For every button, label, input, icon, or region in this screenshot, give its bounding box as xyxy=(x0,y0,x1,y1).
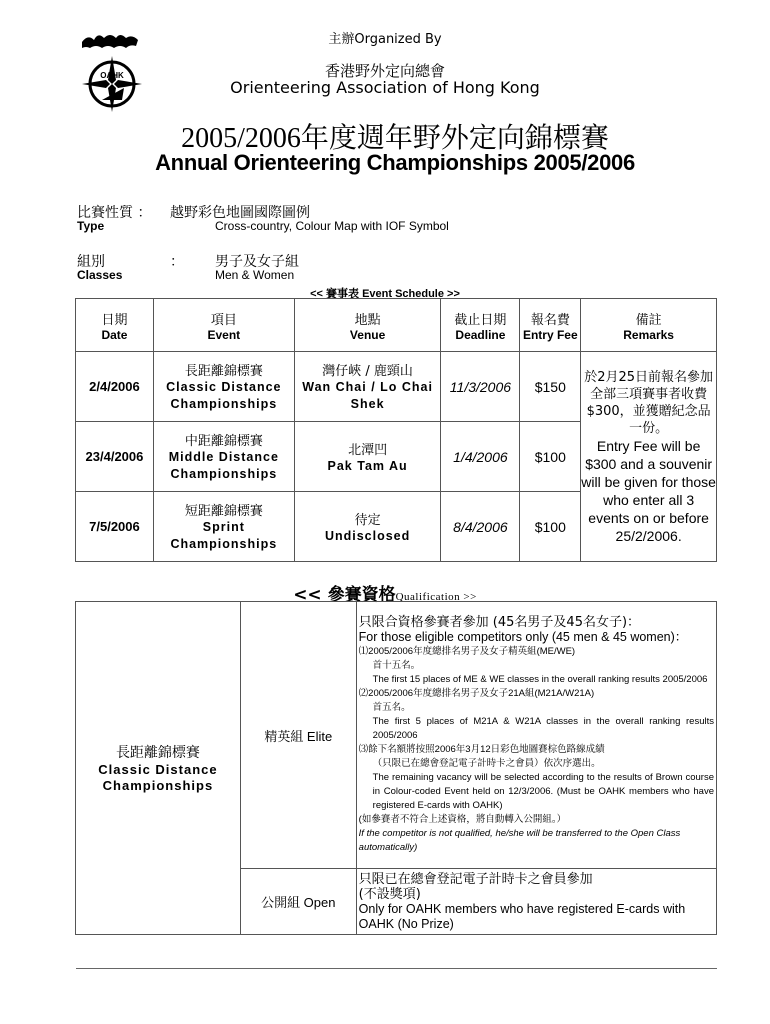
remarks-cn: 於2月25日前報名參加全部三項賽事者收費$300，並獲贈紀念品一份。 xyxy=(584,369,714,436)
header-event: 項目 Event xyxy=(153,299,294,352)
type-label-en: Type xyxy=(77,219,105,233)
page-title-cn: 2005/2006年度週年野外定向錦標賽 xyxy=(181,123,609,154)
footer-divider xyxy=(76,968,717,969)
row-event: 短距離錦標賽 Sprint Championships xyxy=(153,492,294,562)
header-remarks: 備註 Remarks xyxy=(581,299,717,352)
qualification-category: 長距離錦標賽 Classic Distance Championships xyxy=(76,602,241,935)
classes-label-cn: 組別 xyxy=(77,254,105,270)
row-event: 長距離錦標賽 Classic Distance Championships xyxy=(153,352,294,422)
row-date: 2/4/2006 xyxy=(76,352,154,422)
type-label-cn: 比賽性質 ： xyxy=(77,205,152,221)
row-fee: $100 xyxy=(520,422,581,492)
header-venue: 地點 Venue xyxy=(294,299,441,352)
open-description: 只限已在總會登記電子計時卡之會員參加 (不設獎項) Only for OAHK members who have registered E-cards with OAHK (No Prize) xyxy=(356,869,716,935)
type-value-cn: 越野彩色地圖國際圖例 xyxy=(170,205,310,221)
row-venue: 北潭凹 Pak Tam Au xyxy=(294,422,441,492)
organizer-name-cn: 香港野外定向總會 xyxy=(324,62,445,80)
schedule-title: << 賽事表 Event Schedule >> xyxy=(310,288,460,300)
elite-description: 只限合資格參賽者參加 (45名男子及45名女子)： For those eligible competitors only (45 men & 45 women)： ⑴2005/2006年度總排名男子及女子精英組(ME/WE) 首十五名。 The first 15 places of ME & WE classes in the overall ranking results 2005/2006 ⑵2005/2006年度總排名男子及女子21A組(M21A/W21A) 首五名。 The first 5 places of M21A & W21A classes in the overall ranking results 2005/2006 ⑶餘下名額將按照2006年3月12日彩色地圖賽棕色路線成績 （只限已在總會登記電子計時卡之會員）依次序選出。 The remaining vacancy will be selected according to the results of Brown course in Colour-coded Event held on 12/3/2006. (Must be OAHK members who have registered E-cards with OAHK) (如參賽者不符合上述資格，將自動轉入公開組。） If the competitor is not qualified, he/she will be transferred to the Open Class automatically) xyxy=(356,602,716,869)
page-title-en: Annual Orienteering Championships 2005/2006 xyxy=(155,150,635,175)
classes-value-cn: 男子及女子組 xyxy=(215,254,299,270)
header-date: 日期 Date xyxy=(76,299,154,352)
header-deadline: 截止日期 Deadline xyxy=(441,299,520,352)
row-date: 23/4/2006 xyxy=(76,422,154,492)
qualification-title-cn: << 參賽資格 xyxy=(293,585,396,605)
svg-text:OAHK: OAHK xyxy=(100,71,124,80)
organizer-name-en: Orienteering Association of Hong Kong xyxy=(230,78,540,97)
row-fee: $100 xyxy=(520,492,581,562)
row-venue: 待定 Undisclosed xyxy=(294,492,441,562)
classes-colon: ： xyxy=(170,254,184,270)
row-deadline: 8/4/2006 xyxy=(441,492,520,562)
classes-label-en: Classes xyxy=(77,268,123,282)
open-class-label: 公開組 Open xyxy=(240,869,356,935)
type-value-en: Cross-country, Colour Map with IOF Symbol xyxy=(215,219,449,233)
row-deadline: 11/3/2006 xyxy=(441,352,520,422)
elite-class-label: 精英組 Elite xyxy=(240,602,356,869)
qualification-table xyxy=(75,601,717,935)
qualification-title-en: Qualification >> xyxy=(395,591,477,603)
table-row xyxy=(76,352,717,422)
remarks-en: Entry Fee will be $300 and a souvenir will be given for those who enter all 3 events on or before 25/2/2006. xyxy=(581,437,716,544)
remarks-cell xyxy=(581,352,717,562)
row-fee: $150 xyxy=(520,352,581,422)
schedule-table xyxy=(75,298,717,562)
row-venue: 灣仔峽 / 鹿頸山 Wan Chai / Lo Chai Shek xyxy=(294,352,441,422)
schedule-header-row xyxy=(76,299,717,352)
organized-by-label: 主辦Organized By xyxy=(328,32,442,47)
row-deadline: 1/4/2006 xyxy=(441,422,520,492)
table-row xyxy=(76,602,717,869)
row-event: 中距離錦標賽 Middle Distance Championships xyxy=(153,422,294,492)
header-fee: 報名費 Entry Fee xyxy=(520,299,581,352)
row-date: 7/5/2006 xyxy=(76,492,154,562)
classes-value-en: Men & Women xyxy=(215,268,295,282)
